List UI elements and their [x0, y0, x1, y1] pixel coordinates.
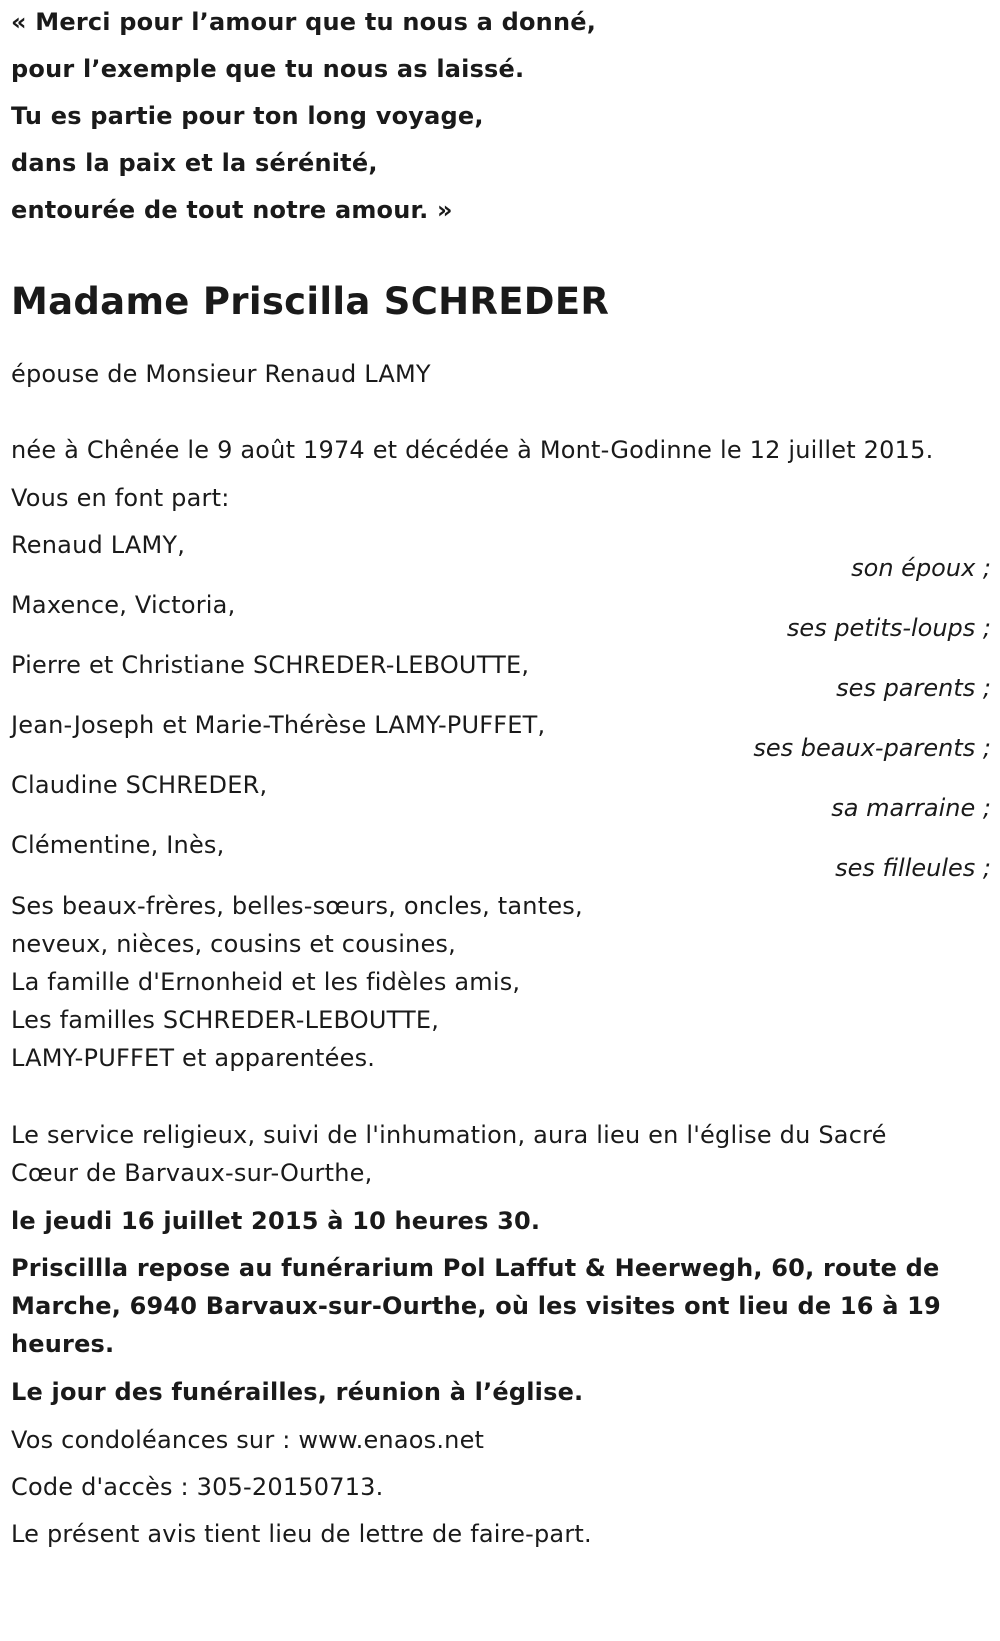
family-line: La famille d'Ernonheid et les fidèles amis,	[11, 968, 521, 996]
birth-death-line: née à Chênée le 9 août 1974 et décédée à Mont-Godinne le 12 juillet 2015.	[11, 436, 934, 464]
service-line: Cœur de Barvaux-sur-Ourthe,	[11, 1159, 373, 1187]
announcer-relation: ses filleules ;	[835, 854, 991, 882]
deceased-name: Madame Priscilla SCHREDER	[11, 280, 610, 323]
announcer-relation: ses petits-loups ;	[786, 614, 991, 642]
announcer-name: Pierre et Christiane SCHREDER-LEBOUTTE,	[11, 651, 530, 679]
poem-line: dans la paix et la sérénité,	[11, 149, 378, 177]
announcers-intro: Vous en font part:	[11, 484, 230, 512]
family-line: LAMY-PUFFET et apparentées.	[11, 1044, 376, 1072]
announcer-name: Renaud LAMY,	[11, 531, 186, 559]
announcer-relation: ses parents ;	[836, 674, 991, 702]
announcer-name: Maxence, Victoria,	[11, 591, 236, 619]
condolences-line: Vos condoléances sur : www.enaos.net	[11, 1426, 485, 1454]
poem-line: entourée de tout notre amour. »	[11, 196, 453, 224]
funerarium-line: Priscillla repose au funérarium Pol Laffut & Heerwegh, 60, route de	[11, 1254, 940, 1282]
notice-line: Le présent avis tient lieu de lettre de faire-part.	[11, 1520, 592, 1548]
announcer-relation: ses beaux-parents ;	[753, 734, 991, 762]
poem-line: Tu es partie pour ton long voyage,	[11, 102, 484, 130]
funeral-meeting: Le jour des funérailles, réunion à l’église.	[11, 1378, 584, 1406]
access-code-line: Code d'accès : 305-20150713.	[11, 1473, 384, 1501]
announcer-relation: sa marraine ;	[831, 794, 991, 822]
funerarium-line: Marche, 6940 Barvaux-sur-Ourthe, où les visites ont lieu de 16 à 19	[11, 1292, 941, 1320]
announcer-name: Claudine SCHREDER,	[11, 771, 268, 799]
family-line: Les familles SCHREDER-LEBOUTTE,	[11, 1006, 440, 1034]
announcer-relation: son époux ;	[851, 554, 991, 582]
family-line: Ses beaux-frères, belles-sœurs, oncles, tantes,	[11, 892, 583, 920]
announcer-name: Clémentine, Inès,	[11, 831, 225, 859]
service-date: le jeudi 16 juillet 2015 à 10 heures 30.	[11, 1207, 541, 1235]
spouse-line: épouse de Monsieur Renaud LAMY	[11, 360, 431, 388]
service-line: Le service religieux, suivi de l'inhumation, aura lieu en l'église du Sacré	[11, 1121, 887, 1149]
poem-line: « Merci pour l’amour que tu nous a donné,	[11, 8, 597, 36]
poem-line: pour l’exemple que tu nous as laissé.	[11, 55, 525, 83]
funerarium-line: heures.	[11, 1330, 115, 1358]
family-line: neveux, nièces, cousins et cousines,	[11, 930, 456, 958]
announcer-name: Jean-Joseph et Marie-Thérèse LAMY-PUFFET,	[11, 711, 546, 739]
